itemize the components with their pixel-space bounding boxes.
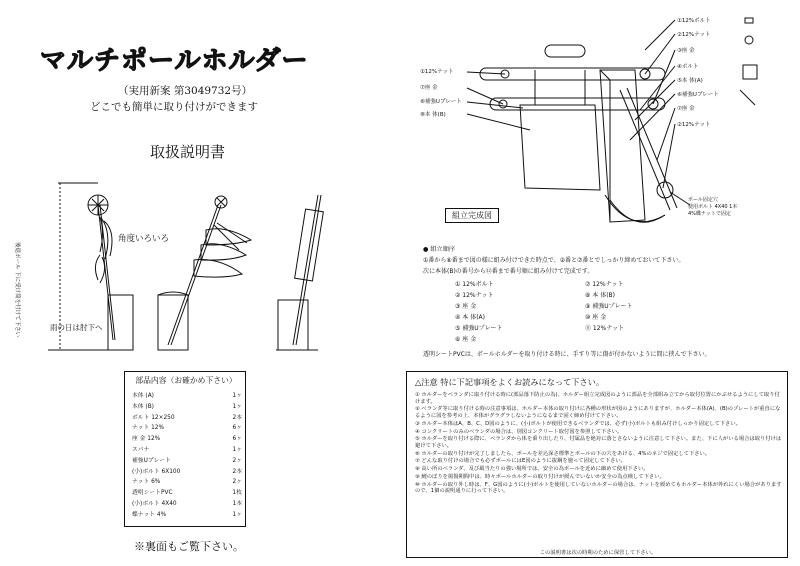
part-row: (小)ボルト 6X100 2本 <box>132 468 242 475</box>
assembly-part: ⑩ 座 金 <box>585 314 607 321</box>
diagram-label: ①12%ボルト <box>677 18 711 24</box>
part-row: ボルト 12×250 2本 <box>132 414 242 421</box>
assembly-order-title: ● 組立順序 <box>423 246 456 253</box>
part-row: (小)ボルト 4X40 1本 <box>132 500 242 507</box>
diagram-label: ⑤本 体(A) <box>677 78 703 84</box>
caution-item: ⑤ ホルダーを取り付ける際に、ベランダから体を乗り出したり、付属品を絶対に落とさないように注意して下さい。また、下に人がいる場合は取り付けは避けて下さい。 <box>415 436 782 449</box>
diagram-label: ①12%ナット <box>420 69 454 75</box>
caution-item: ⑩ ホルダーの取り外し時は、F、G図のように(小)ボルトを使用していないホルダーの場合は、ナットを緩めてもホルダー本体が外れにくい場合がありますので、1個の説明通りに行って下さい。 <box>415 481 782 495</box>
diagram-label: ③座 金 <box>677 48 695 54</box>
back-page-note: ※裏面もご覧下さい。 <box>134 540 244 553</box>
part-row: 本体 (B) 1ヶ <box>132 403 242 410</box>
diagram-label: ②12%ナット <box>677 32 711 38</box>
annotation-side-note: 後退ポール 下に受け筒を付けて下さい <box>14 242 20 338</box>
diagram-label: ⑦座 金 <box>420 85 438 91</box>
pole-fixing-note: ポール固定穴 使用ボルト 4X40 1本 4%蝶ナットで固定 <box>688 197 738 217</box>
assembly-parts-grid <box>455 279 793 359</box>
assembly-part: ④ 本 体(A) <box>455 314 485 321</box>
caution-item: ⑥ ホルダーの取り付けが完了しましたら、ポールを差込深さ標準とボールの下の穴をあける、4%のネジで固定して下さい。 <box>415 450 711 457</box>
caution-item: ③ ホルダー本体はA、B、C、D図のように、(小)ボルトが使用できるベランダでは、必ず(小)ボルトも組み付けしっかり固定して下さい。 <box>415 420 741 427</box>
tagline: どこでも簡単に取り付けができます <box>90 101 258 113</box>
assembly-step-text: 次に本体(B)の番号から⑫番まで番号順に組み付けて完成です。 <box>423 267 594 275</box>
diagram-label: ⑥補強Uプレート <box>420 99 462 105</box>
part-row: 本体 (A) 1ヶ <box>132 393 242 399</box>
diagram-label: ④ボルト <box>677 64 699 70</box>
caution-item: ⑨ 鯉のぼりを揚揚期間中は、時々ポールホルダーの取り付けが緩んでいないか安全の為点検して下さい。 <box>415 474 665 481</box>
part-row: ナット 6% 2ヶ <box>132 479 242 486</box>
part-row: 蝶ナット 4% 1ヶ <box>132 511 242 518</box>
caution-item: ⑧ 高い所のベランダ、及び風当たりの強い場所では、安全の為ポールを近めに縮めて使用下さい。 <box>415 466 649 473</box>
parts-list-box <box>124 371 246 527</box>
part-row: 補強Uプレート 2ヶ <box>132 457 242 464</box>
annotation-rain: 雨の日は肘下へ <box>50 323 103 332</box>
part-row: 座 金 12% 6ヶ <box>132 436 242 443</box>
part-row: スパナ 1ヶ <box>132 446 242 453</box>
patent-number: （実用新案 第3049732号） <box>118 85 253 97</box>
caution-list <box>415 392 783 496</box>
caution-item: ① ホルダーをベランダに取り付ける時に(部品落下防止の為)、ホルダー組立完成図のように部品を全部組み立てから取付位置にかぶせるようにして取り付けます。 <box>415 392 780 405</box>
caution-item: ② ベランダ等に取り付ける時の注意事項は、ホルダー本体の取り付けに各種の形状が図のようにありますが、ホルダー本体(A)、(B)のプレートが重直になるように図を参考の上、本体がグラグラしないようになるまで固く締め付けて下さい。 <box>415 406 781 419</box>
assembly-part: ⑧ 本 体(B) <box>585 292 615 299</box>
assembly-part: ⑤ 補強Uプレート <box>455 325 503 332</box>
manual-title: 取扱説明書 <box>150 143 226 161</box>
diagram-label: ②12%ナット <box>677 122 711 128</box>
part-row: 透明シートPVC 1枚 <box>132 490 242 497</box>
scene-angled-pole <box>158 196 251 350</box>
caution-item: ⑦ どんな取り付けの場合でも必ずポールにはE図のように抜鋼を施って固定して下さい。 <box>415 458 626 465</box>
part-row: ナット 12% 6ヶ <box>132 425 242 432</box>
assembly-part: ⑪ 12%ナット <box>585 325 625 332</box>
caution-box <box>406 371 788 558</box>
product-title: マルチポールホルダー <box>40 46 309 76</box>
assembly-order <box>423 244 793 359</box>
scene-vertical-banner <box>276 195 323 350</box>
caution-title: △注意 特に下記事項をよくお読みになって下さい。 <box>415 377 605 387</box>
pvc-sheet-note: 透明シートPVCは、ポールホルダーを取り付ける時に、手すり等に傷が付かないように間に挟んで下さい。 <box>423 351 711 358</box>
assembly-part: ⑥ 座 金 <box>455 336 477 343</box>
assembly-part: ⑨ 補強Uプレート <box>585 303 633 310</box>
assembly-part: ③ 座 金 <box>455 303 477 310</box>
parts-list <box>132 391 242 521</box>
diagram-label: ⑧本 体(B) <box>420 112 446 118</box>
parts-list-title: 部品内容（お確かめ下さい） <box>135 376 237 385</box>
annotation-angle: 角度いろいろ <box>118 234 170 244</box>
caution-footer: この説明書は次の時期のために保管して下さい。 <box>539 550 657 556</box>
assembly-part: ② 12%ナット <box>455 292 494 299</box>
diagram-label: ⑥補強Uプレート <box>677 92 719 98</box>
diagram-label: ⑦座 金 <box>677 106 695 112</box>
assembly-complete-label: 組立完成図 <box>445 208 499 223</box>
assembly-step-text: ①番から⑧番まで図の様に組み付けできた時点で、②番と⑦番とでしっかり締めておいて下さい。 <box>423 257 685 264</box>
caution-item: ④ コンクリートのみのベランダの場合は、別図コンクリート取付図を参照して下さい。 <box>415 428 623 435</box>
assembly-part: ⑦ 12%ナット <box>585 281 624 288</box>
assembly-part: ① 12%ボルト <box>455 281 494 288</box>
